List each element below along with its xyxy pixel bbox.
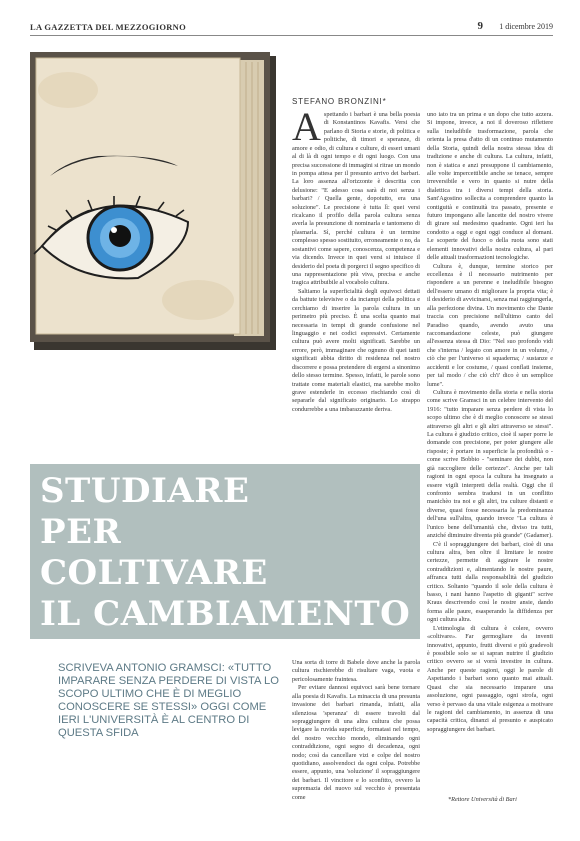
author-byline: STEFANO BRONZINI* — [292, 97, 387, 106]
article-paragraph: Per evitare dannosi equivoci sarà bene tornare alla poesia di Kavafis. La minaccia di una presunta invasione dei barbari rimanda, infatti, alla silenziosa 'speranza' di essere travolti dal sopraggiungere di una altra cultura che possa levigare la ruvida superficie, formatasi nel tempo, del nostro vecchio mondo, eliminando ogni contraddizione, ogni segno di decadenza, ogni nodo; così da cancellare vizi e colpe del nostro quotidiano, assolvendoci da ogni colpa. Potrebbe essere, appunto, una 'soluzione' il sopraggiungere dei barbari. Il vincitore e lo sconfitto, ovvero la supremazia del nuovo sul vecchio è presentata come — [292, 684, 420, 801]
issue-date: 1 dicembre 2019 — [499, 22, 553, 31]
article-paragraph: spettando i barbari è una bella poesia di Konstantinos Kavafis. Versi che parlano di Storia e storie, di politica e politiche, di timori e speranze, di amore e odio, di cultura e culture, di esseri umani al di là di ogni tempo e di ogni luogo. Con una precisa successione di immagini si ritrae un mondo in pompa attesa per il presunto arrivo dei barbari. La loro assenza all'orizzonte è descritta con delusione: "E adesso cosa sarà di noi senza i barbari? / Quella gente, dopotutto, era una soluzione". Le precisione è tutta lì: quei versi ricalcano il profilo della parola cultura senza averla la presunzione di nominarla e tantomeno di plasmarla. Sì, perché cultura è un termine complesso spesso sostituito, erroneamente o no, da sostantivi come sapere, conoscenza, competenza e via dicendo. Invece in quei versi si intuisce il desiderio del poeta di porgerci il segno specifico di una rappresentazione più viva, precisa e anche tragica attribuibile al vocabolo cultura. — [292, 111, 420, 287]
article-paragraph: Cultura è movimento della storia e nella storia come scrive Gramsci in un celebre intervento del 1916: "tutto imparare senza perdere di vista lo scopo ultimo che è di meglio conoscere se stessi attraverso gli altri e gli altri attraverso se stessi". La cultura è giudizio critico, cioè il saper porre le domande con precisione, per poter giungere alle risposte; è portare in superficie la profondità o - come scrive Bobbio - "seminare dei dubbi, non già raccogliere delle certezze". Anche per tali ragioni in ogni epoca la cultura ha insegnato a essere vigili interpreti della realtà. Oggi che il confronto sembra tradursi in un conflitto manichèo tra noi e gli altri, tra culture distanti e diverse, quasi fosse necessaria la predominanza dell'una sull'altra, quando invece "La cultura è l'unico bene dell'umanità che, diviso tra tutti, anziché diminuire diventa più grande" (Gadamer). — [427, 388, 553, 540]
headline-box — [30, 464, 420, 639]
article-column-3 — [292, 659, 420, 809]
subheadline: SCRIVEVA ANTONIO GRAMSCI: «TUTTO IMPARARE SENZA PERDERE DI VISTA LO SCOPO ULTIMO CHE È DI MEGLIO CONOSCERE SE STESSI» OGGI COME IERI L'UNIVERSITÀ È AL CENTRO DI QUESTA SFIDA — [58, 662, 279, 739]
headline-line: COLTIVARE — [40, 553, 268, 593]
article-paragraph: Una sorta di torre di Babele dove anche la parola cultura rischierebbe di risultare vaga, vuota e pericolosamente fraintesa. — [292, 659, 420, 683]
newspaper-name: LA GAZZETTA DEL MEZZOGIORNO — [30, 22, 187, 32]
article-paragraph: L'etimologia di cultura è colere, ovvero «coltivare». Far germogliare da inventi innovativi, appunto, frutti diversi e più gradevoli è possibile solo se si sapran nutrire il giudizio critico ovvero se si vorrà investire in cultura. Anche per queste ragioni, oggi le parole di Aspettando i barbari sono quanto mai attuali. Quasi che sia necessario imparare una assoluzione, ogni passaggio, ogni strofa, ogni verso è pervaso da una vitale esigenza a motivare le ragioni del cambiamento, in assenza di una capacità critica, dinanzi al presunto e auspicato sopraggiungere dei barbari. — [427, 624, 553, 733]
article-paragraph: Cultura è, dunque, termine storico per eccellenza è il necessario nutrimento per rispondere a un perenne e ineludibile bisogno dell'essere umano di migliorare la propria vita; è il desiderio di avvicinarsi, senza mai raggiungerla, alla perfezione divina. Un movimento che Dante traccia con precisione nell'ultimo canto del Paradiso quando, avendo avuto una raccomandazione celeste, può giungere all'essenza stessa di Dio: "Nel suo profondo vidi che s'interna / legato con amore in un volume, / ciò che per l'universo si squaderna; / sustanze e accidenti e lor costume, / quasi conflati insieme, per tal modo / che ciò ch'i' dico è un semplice lume". — [427, 262, 553, 388]
article-paragraph: C'è il sopraggiungere dei barbari, cioè di una cultura altra, ben oltre il limitare le nostre certezze, permette di aggirare le nostre contraddizioni e, alimentando le nostre paure, affranca tutti dalla responsabilità del giudizio critico. Soltanto "quando il sole della cultura è basso, i nani hanno l'aspetto di giganti" scrive Kraus descrivendo così le nostre ansie, dando forma alle paure, esasperando la diffidenza per ogni cultura altra. — [427, 540, 553, 624]
headline-line: PER — [40, 512, 122, 552]
article-paragraph: Saltiamo la superficialità degli equivoci dettati da battute televisive o da inciampi della politica e cerchiamo di inserire la parola cultura in un perimetro più preciso. È una scelta quanto mai necessaria in tempi di grande confusione nel linguaggio e nei codici espressivi. Certamente cultura può avere molti significati. Sarebbe un errore, però, immaginare che ognuno di quei tanti significati abbia diritto di residenza nel nostro discorrere e possa pretendere di ergersi a sinonimo dello stesso termine. Spesso, infatti, le parole sono trattate come materiali elastici, ma sarebbe molto grave estenderle in eccesso rischiando così di separarle dal significato originario. Lo strappo condurrebbe a una imbarazzante deriva. — [292, 287, 420, 413]
article-column-1 — [292, 104, 420, 413]
author-footnote: *Rettore Università di Bari — [448, 796, 517, 803]
drop-cap: A — [292, 104, 321, 149]
headline-line: IL CAMBIAMENTO — [40, 594, 411, 634]
page-number: 9 — [477, 20, 483, 32]
masthead — [30, 22, 553, 36]
article-column-2 — [427, 111, 553, 801]
headline-line: STUDIARE — [40, 471, 250, 511]
book-eye-svg — [28, 50, 278, 352]
open-book-illustration — [28, 50, 278, 352]
article-paragraph: uno iato tra un prima e un dopo che tutto azzera. Si impone, invece, a noi il doveroso riflettere sulla ineludibile trasformazione, parola che orienta la presa d'atto di un continuo mutamento della Storia, quindi della nostra stessa idea di tradizione e anche di cultura. La cultura, infatti, non è statica e anzi presuppone il cambiamento, alle volte impercettibile anche se tenace, sempre irreversibile e vero in quanto si nutre della dialettica tra i diversi tempi della storia. Sant'Agostino sollecita a comprendere quanto la contiguità e continuità tra passato, presente e futuro impongano alle lancette del nostro vivere di girare sul medesimo quadrante. Ogni ieri ha condotto a oggi e ogni oggi conduce al domani. Le scoperte del fuoco o della ruota sono stati elementi innovativi della nostra cultura, al pari delle attuali trasformazioni tecnologiche. — [427, 111, 553, 262]
